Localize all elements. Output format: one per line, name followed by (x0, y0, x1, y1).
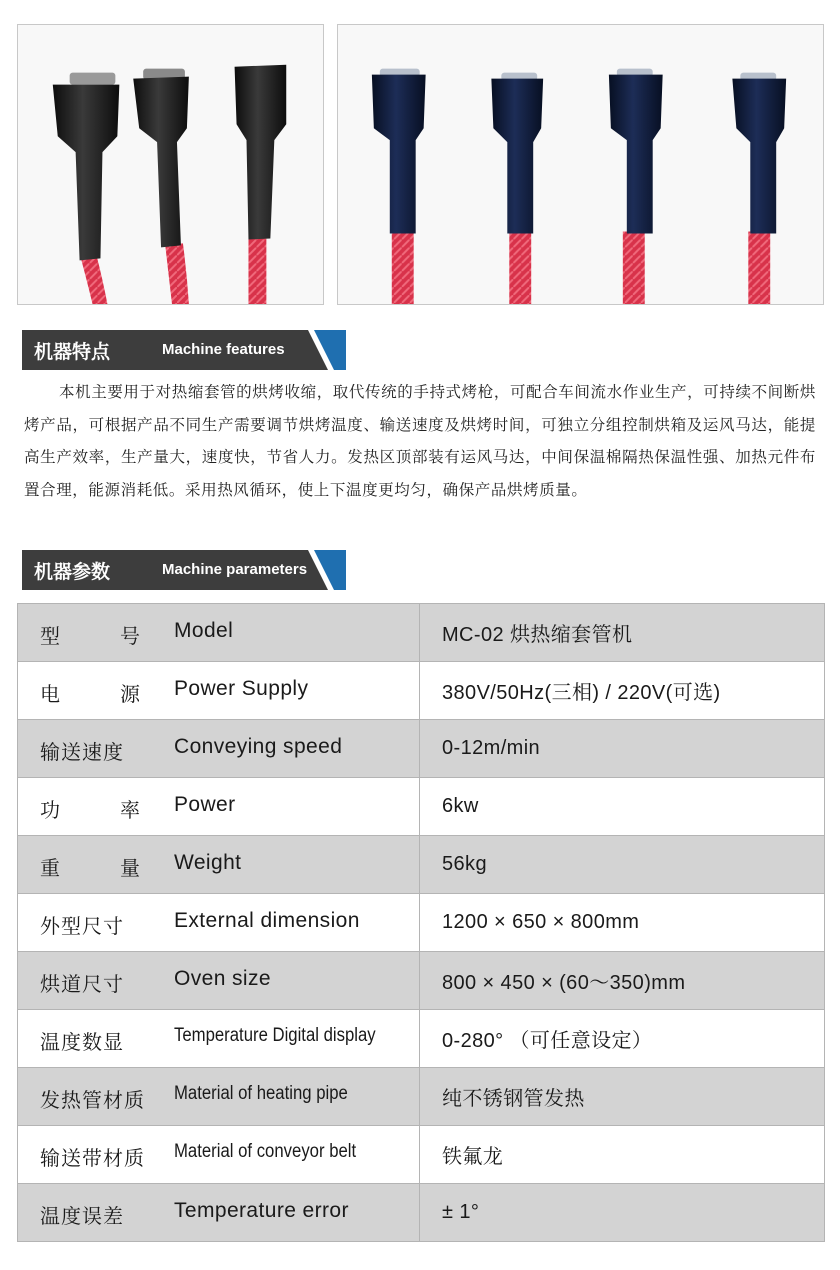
param-label-cn-part: 源 (120, 682, 140, 706)
param-label-cn (40, 910, 124, 939)
param-label-en: External dimension (174, 909, 360, 932)
param-value: 0-12m/min (420, 720, 825, 778)
params-section-header (22, 550, 346, 590)
param-label-en: Material of conveyor belt (174, 1141, 357, 1162)
param-label-cn (40, 1084, 145, 1113)
param-label-cn-part: 量 (120, 856, 140, 880)
param-name-cell (18, 1184, 420, 1242)
features-heading-en: Machine features (162, 341, 285, 358)
params-row (18, 1184, 825, 1242)
param-name-cell (18, 604, 420, 662)
param-label-en: Weight (174, 851, 242, 874)
param-label-cn-part: 温度数显 (40, 1030, 124, 1054)
param-label-cn (40, 1200, 124, 1229)
param-value: 0-280° （可任意设定） (420, 1010, 825, 1068)
params-row (18, 720, 825, 778)
navy-terminal-1 (372, 69, 426, 304)
params-row (18, 836, 825, 894)
params-row (18, 894, 825, 952)
param-value: 56kg (420, 836, 825, 894)
black-terminal-2 (133, 69, 189, 304)
params-row (18, 604, 825, 662)
param-label-cn-part: 输送速度 (40, 740, 124, 764)
param-label-en: Temperature Digital display (174, 1025, 376, 1046)
params-row (18, 778, 825, 836)
param-label-cn-part: 输送带材质 (40, 1146, 145, 1170)
product-photo-black-terminals (17, 24, 324, 305)
param-label-cn (40, 736, 124, 765)
param-label-cn (40, 620, 140, 649)
features-description: 本机主要用于对热缩套管的烘烤收缩，取代传统的手持式烤枪，可配合车间流水作业生产，可持续不间断烘烤产品，可根据产品不同生产需要调节烘烤温度、输送速度及烘烤时间，可独立分组控制烘箱及运风马达，能提高生产效率，生产量大，速度快，节省人力。发热区顶部装有运风马达，中间保温棉隔热保温性强、加热元件布置合理，能源消耗低。采用热风循环，使上下温度更均匀，确保产品烘烤质量。 (24, 383, 816, 499)
param-name-cell (18, 952, 420, 1010)
black-terminal-1 (53, 73, 120, 304)
navy-terminal-4 (732, 73, 786, 304)
param-label-cn-part: 发热管材质 (40, 1088, 145, 1112)
param-label-cn (40, 968, 124, 997)
param-name-cell (18, 836, 420, 894)
param-name-cell (18, 778, 420, 836)
features-heading-cn: 机器特点 (34, 341, 111, 363)
param-value: MC-02 烘热缩套管机 (420, 604, 825, 662)
param-label-cn-part: 烘道尺寸 (40, 972, 124, 996)
param-name-cell (18, 1068, 420, 1126)
param-label-en: Conveying speed (174, 735, 343, 758)
params-row (18, 1010, 825, 1068)
black-terminals-illustration (18, 25, 323, 304)
param-label-cn (40, 794, 140, 823)
param-label-en: Oven size (174, 967, 271, 990)
param-value: 1200 × 650 × 800mm (420, 894, 825, 952)
param-label-cn-part: 号 (120, 624, 140, 648)
param-name-cell (18, 662, 420, 720)
param-label-cn (40, 1026, 124, 1055)
param-label-en: Material of heating pipe (174, 1083, 348, 1104)
product-photo-navy-terminals (337, 24, 824, 305)
param-value: 800 × 450 × (60～350)mm (420, 952, 825, 1010)
param-label-cn-part: 功 (40, 798, 60, 822)
params-row (18, 952, 825, 1010)
params-table (17, 603, 825, 1242)
param-label-cn-part: 温度误差 (40, 1204, 124, 1228)
param-value: ± 1° (420, 1184, 825, 1242)
navy-terminal-3 (609, 69, 663, 304)
param-label-en: Power (174, 793, 236, 816)
param-label-cn (40, 1142, 145, 1171)
param-value: 铁氟龙 (420, 1126, 825, 1184)
param-label-en: Model (174, 619, 234, 642)
param-label-en: Power Supply (174, 677, 309, 700)
params-row (18, 1126, 825, 1184)
param-label-cn (40, 678, 140, 707)
param-name-cell (18, 1126, 420, 1184)
param-name-cell (18, 720, 420, 778)
params-row (18, 662, 825, 720)
param-label-cn-part: 外型尺寸 (40, 914, 124, 938)
navy-terminal-2 (491, 73, 543, 304)
param-value: 6kw (420, 778, 825, 836)
black-terminal-3 (235, 65, 287, 304)
params-heading-en: Machine parameters (162, 561, 308, 578)
params-row (18, 1068, 825, 1126)
param-value: 纯不锈钢管发热 (420, 1068, 825, 1126)
param-name-cell (18, 894, 420, 952)
param-label-cn (40, 852, 140, 881)
param-name-cell (18, 1010, 420, 1068)
params-heading-cn: 机器参数 (34, 561, 111, 583)
param-label-cn-part: 型 (40, 624, 60, 648)
param-value: 380V/50Hz(三相) / 220V(可选) (420, 662, 825, 720)
param-label-cn-part: 率 (120, 798, 140, 822)
param-label-en: Temperature error (174, 1199, 349, 1222)
param-label-cn-part: 电 (40, 682, 60, 706)
features-section-header (22, 330, 346, 370)
navy-terminals-illustration (338, 25, 823, 304)
param-label-cn-part: 重 (40, 856, 60, 880)
